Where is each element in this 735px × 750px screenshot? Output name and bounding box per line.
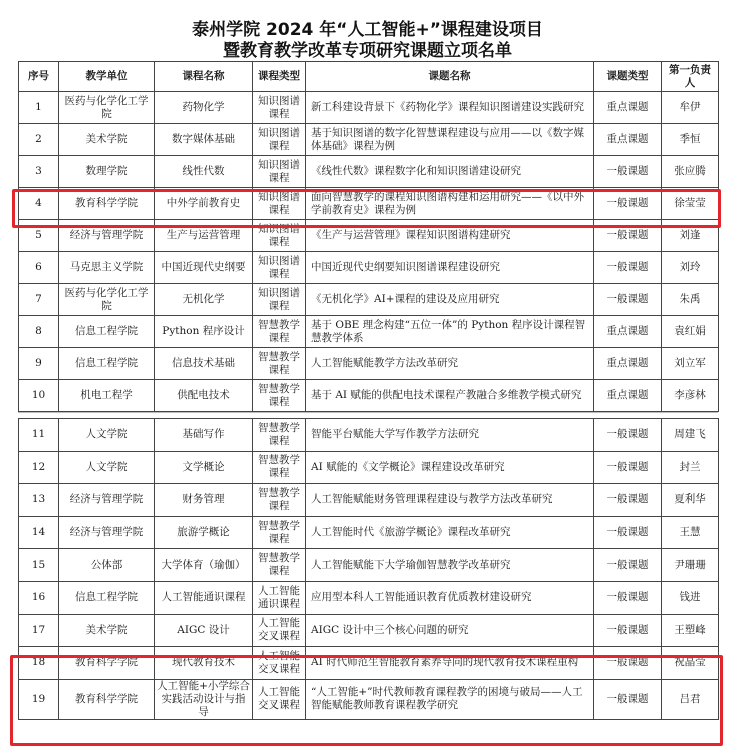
cell-course: 旅游学概论	[155, 516, 253, 549]
cell-seq: 17	[19, 614, 59, 647]
table-row	[19, 581, 719, 614]
project-table-part-1	[18, 61, 719, 412]
table-row	[19, 220, 719, 252]
cell-unit: 信息工程学院	[59, 316, 155, 348]
table-row	[19, 549, 719, 582]
cell-topic: 中国近现代史纲要知识图谱课程建设研究	[306, 252, 594, 284]
table-row	[19, 156, 719, 188]
header-unit: 教学单位	[59, 62, 155, 92]
cell-course-type: 人工智能交叉课程	[253, 647, 306, 680]
cell-course: 中外学前教育史	[155, 188, 253, 220]
table-body-part-1	[19, 92, 719, 412]
cell-leader: 季恒	[662, 124, 719, 156]
cell-topic-type: 一般课题	[594, 284, 662, 316]
cell-course-type: 智慧教学课程	[253, 484, 306, 517]
header-seq: 序号	[19, 62, 59, 92]
cell-course-type: 智慧教学课程	[253, 380, 306, 412]
table-row	[19, 380, 719, 412]
cell-unit: 数理学院	[59, 156, 155, 188]
cell-seq: 6	[19, 252, 59, 284]
cell-topic: 智能平台赋能大学写作教学方法研究	[306, 419, 594, 452]
table-row	[19, 484, 719, 517]
cell-unit: 美术学院	[59, 614, 155, 647]
cell-unit: 教育科学学院	[59, 647, 155, 680]
cell-topic: AI 时代师范生智能教育素养导向的现代教育技术课程重构	[306, 647, 594, 680]
cell-leader: 钱进	[662, 581, 719, 614]
cell-topic: AI 赋能的《文学概论》课程建设改革研究	[306, 451, 594, 484]
cell-seq: 13	[19, 484, 59, 517]
header-topic-type: 课题类型	[594, 62, 662, 92]
cell-topic-type: 一般课题	[594, 156, 662, 188]
cell-topic-type: 一般课题	[594, 484, 662, 517]
cell-seq: 9	[19, 348, 59, 380]
cell-course-type: 智慧教学课程	[253, 419, 306, 452]
header-course: 课程名称	[155, 62, 253, 92]
cell-topic: 面向智慧教学的课程知识图谱构建和运用研究——《以中外学前教育史》课程为例	[306, 188, 594, 220]
cell-topic: “人工智能+”时代教师教育课程教学的困境与破局——人工智能赋能教师教育课程教学研究	[306, 679, 594, 719]
cell-topic: 基于 OBE 理念构建“五位一体”的 Python 程序设计课程智慧教学体系	[306, 316, 594, 348]
cell-topic: 人工智能赋能下大学瑜伽智慧教学改革研究	[306, 549, 594, 582]
table-row	[19, 92, 719, 124]
cell-topic-type: 一般课题	[594, 451, 662, 484]
cell-course-type: 知识图谱课程	[253, 284, 306, 316]
cell-course-type: 知识图谱课程	[253, 156, 306, 188]
header-course-type: 课程类型	[253, 62, 306, 92]
project-table-part-2	[18, 418, 719, 720]
cell-course: 生产与运营管理	[155, 220, 253, 252]
cell-seq: 7	[19, 284, 59, 316]
cell-course-type: 智慧教学课程	[253, 549, 306, 582]
cell-course: 财务管理	[155, 484, 253, 517]
cell-seq: 8	[19, 316, 59, 348]
table-header-row	[19, 62, 719, 92]
cell-course: AIGC 设计	[155, 614, 253, 647]
cell-seq: 18	[19, 647, 59, 680]
cell-seq: 4	[19, 188, 59, 220]
header-topic: 课题名称	[306, 62, 594, 92]
cell-leader: 尹珊珊	[662, 549, 719, 582]
cell-topic: 《生产与运营管理》课程知识图谱构建研究	[306, 220, 594, 252]
cell-course-type: 知识图谱课程	[253, 188, 306, 220]
cell-topic: 新工科建设背景下《药物化学》课程知识图谱建设实践研究	[306, 92, 594, 124]
table-row	[19, 679, 719, 719]
cell-leader: 夏利华	[662, 484, 719, 517]
cell-course: 基础写作	[155, 419, 253, 452]
document-title-line-2: 暨教育教学改革专项研究课题立项名单	[223, 41, 512, 61]
cell-seq: 15	[19, 549, 59, 582]
cell-course-type: 智慧教学课程	[253, 316, 306, 348]
cell-topic: 《线性代数》课程数字化和知识图谱建设研究	[306, 156, 594, 188]
cell-course-type: 知识图谱课程	[253, 124, 306, 156]
cell-course-type: 智慧教学课程	[253, 451, 306, 484]
cell-topic-type: 一般课题	[594, 647, 662, 680]
cell-topic-type: 一般课题	[594, 516, 662, 549]
cell-course-type: 知识图谱课程	[253, 252, 306, 284]
cell-unit: 经济与管理学院	[59, 484, 155, 517]
cell-seq: 10	[19, 380, 59, 412]
cell-leader: 王塑峰	[662, 614, 719, 647]
cell-seq: 14	[19, 516, 59, 549]
cell-course: 文学概论	[155, 451, 253, 484]
cell-course: 人工智能+小学综合实践活动设计与指导	[155, 679, 253, 719]
cell-course-type: 人工智能交叉课程	[253, 614, 306, 647]
cell-course: Python 程序设计	[155, 316, 253, 348]
table-row	[19, 348, 719, 380]
cell-leader: 刘玲	[662, 252, 719, 284]
cell-unit: 经济与管理学院	[59, 220, 155, 252]
cell-topic-type: 重点课题	[594, 316, 662, 348]
table-row	[19, 647, 719, 680]
cell-course: 供配电技术	[155, 380, 253, 412]
cell-unit: 信息工程学院	[59, 581, 155, 614]
cell-course: 大学体育（瑜伽）	[155, 549, 253, 582]
table-row	[19, 252, 719, 284]
cell-unit: 医药与化学化工学院	[59, 284, 155, 316]
table-body-part-2	[19, 419, 719, 720]
cell-leader: 袁红娟	[662, 316, 719, 348]
cell-leader: 张应腾	[662, 156, 719, 188]
cell-topic-type: 一般课题	[594, 614, 662, 647]
cell-course: 现代教育技术	[155, 647, 253, 680]
cell-leader: 吕君	[662, 679, 719, 719]
cell-course: 药物化学	[155, 92, 253, 124]
cell-course-type: 人工智能通识课程	[253, 581, 306, 614]
cell-topic-type: 一般课题	[594, 220, 662, 252]
table-row	[19, 316, 719, 348]
cell-seq: 16	[19, 581, 59, 614]
cell-unit: 医药与化学化工学院	[59, 92, 155, 124]
table-row	[19, 284, 719, 316]
cell-seq: 1	[19, 92, 59, 124]
cell-course: 数字媒体基础	[155, 124, 253, 156]
cell-unit: 马克思主义学院	[59, 252, 155, 284]
cell-topic: AIGC 设计中三个核心问题的研究	[306, 614, 594, 647]
cell-leader: 王慧	[662, 516, 719, 549]
cell-unit: 信息工程学院	[59, 348, 155, 380]
cell-unit: 机电工程学	[59, 380, 155, 412]
cell-leader: 刘逢	[662, 220, 719, 252]
cell-unit: 美术学院	[59, 124, 155, 156]
cell-unit: 经济与管理学院	[59, 516, 155, 549]
cell-course-type: 知识图谱课程	[253, 220, 306, 252]
cell-topic-type: 重点课题	[594, 348, 662, 380]
cell-leader: 周建飞	[662, 419, 719, 452]
cell-course: 信息技术基础	[155, 348, 253, 380]
table-row	[19, 516, 719, 549]
cell-leader: 牟伊	[662, 92, 719, 124]
cell-leader: 封兰	[662, 451, 719, 484]
cell-topic-type: 一般课题	[594, 419, 662, 452]
table-row	[19, 451, 719, 484]
cell-course-type: 智慧教学课程	[253, 516, 306, 549]
header-leader: 第一负责人	[662, 62, 719, 92]
table-row	[19, 124, 719, 156]
cell-leader: 刘立军	[662, 348, 719, 380]
cell-topic-type: 重点课题	[594, 124, 662, 156]
cell-topic-type: 一般课题	[594, 252, 662, 284]
cell-seq: 2	[19, 124, 59, 156]
cell-topic: 《无机化学》AI+课程的建设及应用研究	[306, 284, 594, 316]
cell-topic-type: 重点课题	[594, 380, 662, 412]
cell-seq: 11	[19, 419, 59, 452]
cell-unit: 教育科学学院	[59, 188, 155, 220]
cell-unit: 教育科学学院	[59, 679, 155, 719]
cell-leader: 李彦林	[662, 380, 719, 412]
page-break-line	[18, 412, 718, 413]
cell-topic: 应用型本科人工智能通识教育优质教材建设研究	[306, 581, 594, 614]
cell-topic-type: 一般课题	[594, 679, 662, 719]
cell-seq: 19	[19, 679, 59, 719]
cell-course-type: 智慧教学课程	[253, 348, 306, 380]
cell-course-type: 人工智能交叉课程	[253, 679, 306, 719]
cell-leader: 徐莹莹	[662, 188, 719, 220]
cell-seq: 3	[19, 156, 59, 188]
cell-course: 人工智能通识课程	[155, 581, 253, 614]
table-row	[19, 419, 719, 452]
cell-course-type: 知识图谱课程	[253, 92, 306, 124]
cell-seq: 12	[19, 451, 59, 484]
cell-topic-type: 重点课题	[594, 92, 662, 124]
cell-course: 无机化学	[155, 284, 253, 316]
table-row	[19, 614, 719, 647]
document-title-line-1: 泰州学院 2024 年“人工智能+”课程建设项目	[192, 20, 543, 40]
cell-topic: 基于知识图谱的数字化智慧课程建设与应用——以《数字媒体基础》课程为例	[306, 124, 594, 156]
table-row	[19, 188, 719, 220]
cell-topic: 人工智能赋能教学方法改革研究	[306, 348, 594, 380]
cell-topic-type: 一般课题	[594, 581, 662, 614]
cell-topic: 人工智能赋能财务管理课程建设与教学方法改革研究	[306, 484, 594, 517]
cell-leader: 祝晶莹	[662, 647, 719, 680]
cell-topic-type: 一般课题	[594, 549, 662, 582]
cell-unit: 公体部	[59, 549, 155, 582]
cell-unit: 人文学院	[59, 419, 155, 452]
cell-topic: 人工智能时代《旅游学概论》课程改革研究	[306, 516, 594, 549]
cell-topic: 基于 AI 赋能的供配电技术课程产教融合多维教学模式研究	[306, 380, 594, 412]
cell-unit: 人文学院	[59, 451, 155, 484]
cell-topic-type: 一般课题	[594, 188, 662, 220]
cell-seq: 5	[19, 220, 59, 252]
cell-course: 中国近现代史纲要	[155, 252, 253, 284]
cell-leader: 朱禹	[662, 284, 719, 316]
cell-course: 线性代数	[155, 156, 253, 188]
